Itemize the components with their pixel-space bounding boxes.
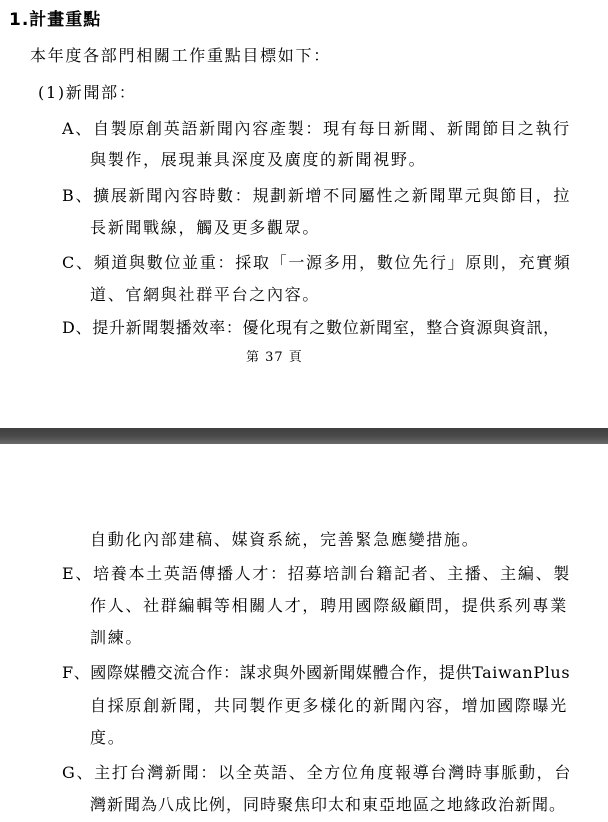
item-d-line-1: D、提升新聞製播效率：優化現有之數位新聞室，整合資源與資訊， — [62, 318, 560, 337]
intro-text: 本年度各部門相關工作重點目標如下： — [30, 46, 331, 65]
item-b-line-1: B、擴展新聞內容時數：規劃新增不同屬性之新聞單元與節目，拉 — [62, 186, 572, 205]
item-c-line-1: C、頻道與數位並重：採取「一源多用，數位先行」原則，充實頻 — [62, 253, 572, 272]
item-e-line-1: E、培養本土英語傳播人才：招募培訓台籍記者、主播、主編、製 — [62, 564, 571, 583]
page-number: 第 37 頁 — [246, 350, 303, 365]
subsection-heading: (1)新聞部： — [38, 83, 137, 102]
item-c-line-2: 道、官網與社群平台之內容。 — [90, 285, 321, 304]
item-e-line-3: 訓練。 — [90, 628, 144, 647]
item-b-line-2: 長新聞戰線，觸及更多觀眾。 — [90, 218, 321, 237]
item-a-line-2: 與製作，展現兼具深度及廣度的新聞視野。 — [90, 150, 427, 169]
section-heading: 1.計畫重點 — [9, 10, 102, 30]
item-f-line-1: F、國際媒體交流合作：謀求與外國新聞媒體合作，提供TaiwanPlus — [62, 663, 571, 682]
item-e-line-2: 作人、社群編輯等相關人才，聘用國際級顧問，提供系列專業 — [90, 596, 568, 615]
item-g-line-1: G、主打台灣新聞：以全英語、全方位角度報導台灣時事脈動，台 — [62, 763, 573, 782]
page-separator — [0, 428, 608, 444]
item-g-line-2: 灣新聞為八成比例，同時聚焦印太和東亞地區之地緣政治新聞。 — [90, 795, 567, 814]
item-d-line-2: 自動化內部建稿、媒資系統，完善緊急應變措施。 — [90, 530, 480, 549]
item-f-line-2: 自採原創新聞，共同製作更多樣化的新聞內容，增加國際曝光 — [90, 696, 568, 715]
item-a-line-1: A、自製原創英語新聞內容產製：現有每日新聞、新聞節目之執行 — [62, 119, 571, 138]
item-f-line-3: 度。 — [90, 728, 126, 747]
document-page-bottom — [0, 444, 608, 822]
